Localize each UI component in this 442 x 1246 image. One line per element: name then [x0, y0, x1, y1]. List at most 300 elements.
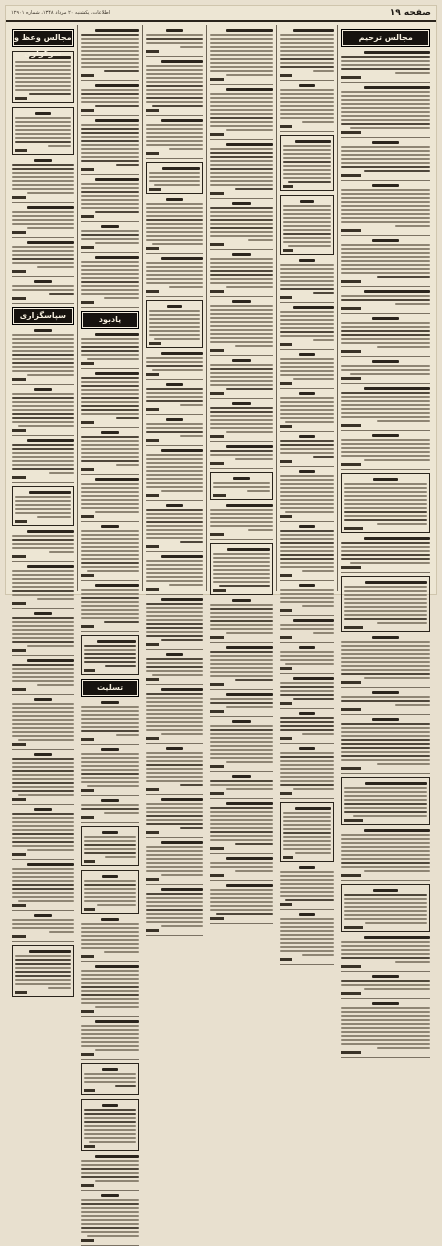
ad-text-placeholder — [146, 42, 203, 44]
ad-text-placeholder — [15, 504, 71, 506]
ad-text-placeholder — [12, 829, 74, 831]
ad-text-placeholder — [149, 180, 200, 182]
ad-text-placeholder — [81, 93, 140, 95]
ad-text-placeholder — [12, 215, 74, 217]
ad-text-placeholder — [210, 364, 273, 366]
ad-text-placeholder — [12, 833, 74, 835]
ad-text-placeholder — [12, 723, 74, 725]
ad-code-placeholder — [15, 991, 27, 994]
ad-heading-placeholder — [95, 256, 139, 259]
ad-text-placeholder — [12, 594, 74, 596]
ad-text-placeholder — [341, 854, 430, 856]
ad-text-placeholder — [280, 776, 335, 778]
classified-ad — [210, 402, 273, 442]
ad-text-placeholder — [293, 698, 334, 700]
ad-text-placeholder — [210, 70, 273, 72]
classified-ad — [146, 257, 203, 297]
ad-text-placeholder — [210, 702, 273, 704]
ad-text-placeholder — [146, 69, 203, 71]
ad-text-placeholder — [210, 152, 273, 154]
ad-text-placeholder — [280, 46, 335, 48]
ad-text-placeholder — [210, 901, 273, 903]
ad-text-placeholder — [280, 784, 335, 786]
ad-text-placeholder — [180, 784, 203, 786]
ad-text-placeholder — [210, 866, 273, 868]
ad-heading-placeholder — [34, 159, 53, 162]
ad-text-placeholder — [210, 780, 273, 782]
ad-text-placeholder — [12, 668, 74, 670]
ad-text-placeholder — [341, 244, 430, 246]
ad-heading-placeholder — [295, 140, 332, 143]
ad-text-placeholder — [341, 1039, 430, 1041]
classified-ad — [210, 720, 273, 772]
ad-text-placeholder — [15, 65, 71, 67]
ad-text-placeholder — [280, 624, 335, 626]
ad-text-placeholder — [210, 148, 273, 150]
ad-text-placeholder — [280, 725, 335, 727]
ad-text-placeholder — [146, 721, 203, 723]
ad-text-placeholder — [81, 589, 140, 591]
ad-text-placeholder — [344, 491, 427, 493]
ad-code-placeholder — [341, 566, 360, 569]
classified-ad — [280, 646, 335, 674]
ad-text-placeholder — [210, 105, 273, 107]
ad-text-placeholder — [344, 791, 427, 793]
ad-text-placeholder — [81, 354, 140, 356]
ad-heading-placeholder — [232, 300, 251, 303]
ad-text-placeholder — [12, 731, 74, 733]
ad-text-placeholder — [280, 562, 335, 564]
ad-text-placeholder — [341, 558, 430, 560]
ad-code-placeholder — [344, 819, 362, 822]
ad-text-placeholder — [84, 1073, 137, 1075]
ad-text-placeholder — [210, 749, 273, 751]
ad-heading-placeholder — [102, 1068, 118, 1071]
ad-text-placeholder — [81, 234, 140, 236]
ad-heading-placeholder — [226, 504, 273, 507]
ad-text-placeholder — [210, 329, 273, 331]
ad-text-placeholder — [81, 401, 140, 403]
ad-text-placeholder — [146, 780, 203, 782]
columns — [9, 25, 433, 692]
ad-code-placeholder — [341, 767, 360, 770]
ad-text-placeholder — [15, 512, 71, 514]
ad-text-placeholder — [302, 954, 335, 956]
ad-text-placeholder — [341, 326, 430, 328]
column-5-mid-ads — [81, 333, 140, 675]
ad-text-placeholder — [280, 413, 335, 415]
ad-text-placeholder — [210, 411, 273, 413]
ad-heading-placeholder — [365, 782, 427, 785]
ad-text-placeholder — [280, 922, 335, 924]
ad-heading-placeholder — [293, 306, 334, 309]
ad-text-placeholder — [280, 930, 335, 932]
ad-text-placeholder — [283, 820, 332, 822]
ad-text-placeholder — [280, 503, 335, 505]
ad-text-placeholder — [149, 310, 200, 312]
ad-text-placeholder — [81, 160, 140, 162]
ad-text-placeholder — [84, 884, 137, 886]
classified-ad — [341, 936, 430, 972]
classified-ad — [146, 300, 203, 348]
ad-text-placeholder — [146, 533, 203, 535]
ad-text-placeholder — [226, 286, 273, 288]
ad-text-placeholder — [84, 900, 137, 902]
ad-text-placeholder — [280, 659, 335, 661]
ad-text-placeholder — [341, 846, 430, 848]
classified-ad — [81, 701, 140, 745]
ad-text-placeholder — [116, 734, 139, 736]
ad-text-placeholder — [81, 714, 140, 716]
ad-text-placeholder — [146, 77, 203, 79]
classified-ad — [12, 439, 74, 483]
ad-heading-placeholder — [101, 525, 119, 528]
column-1 — [337, 25, 433, 591]
ad-heading-placeholder — [372, 434, 399, 437]
ad-text-placeholder — [87, 785, 140, 787]
classified-ad — [12, 329, 74, 385]
ad-text-placeholder — [97, 904, 137, 906]
ad-text-placeholder — [341, 330, 430, 332]
ad-text-placeholder — [210, 97, 273, 99]
ad-text-placeholder — [12, 219, 74, 221]
ad-text-placeholder — [81, 613, 140, 615]
ad-text-placeholder — [210, 616, 273, 618]
ad-text-placeholder — [12, 366, 74, 368]
ad-text-placeholder — [302, 605, 335, 607]
ad-text-placeholder — [213, 569, 270, 571]
ad-text-placeholder — [344, 590, 427, 592]
ad-text-placeholder — [280, 319, 335, 321]
ad-heading-placeholder — [364, 537, 430, 540]
ad-text-placeholder — [81, 269, 140, 271]
ad-text-placeholder — [12, 586, 74, 588]
ad-text-placeholder — [81, 261, 140, 263]
ad-code-placeholder — [341, 174, 360, 177]
newspaper-page — [5, 5, 437, 692]
classified-ad — [146, 352, 203, 380]
ad-text-placeholder — [210, 50, 273, 52]
ad-heading-placeholder — [299, 913, 315, 916]
ad-heading-placeholder — [373, 889, 398, 892]
classified-ad — [341, 576, 430, 632]
ad-text-placeholder — [81, 753, 140, 755]
ad-text-placeholder — [341, 369, 430, 371]
ad-text-placeholder — [313, 70, 335, 72]
ad-text-placeholder — [280, 409, 335, 411]
ad-text-placeholder — [81, 939, 140, 941]
ad-text-placeholder — [146, 627, 203, 629]
ad-text-placeholder — [146, 431, 203, 433]
ad-text-placeholder — [283, 225, 332, 227]
ad-text-placeholder — [12, 676, 74, 678]
ad-text-placeholder — [81, 982, 140, 984]
ad-text-placeholder — [344, 499, 427, 501]
classified-ad — [341, 884, 430, 932]
ad-code-placeholder — [81, 421, 94, 424]
ad-text-placeholder — [344, 594, 427, 596]
ad-text-placeholder — [280, 507, 335, 509]
ad-text-placeholder — [81, 978, 140, 980]
ad-text-placeholder — [12, 629, 74, 631]
ad-text-placeholder — [12, 837, 74, 839]
ad-text-placeholder — [12, 817, 74, 819]
ad-text-placeholder — [341, 1031, 430, 1033]
ad-text-placeholder — [180, 404, 203, 406]
ad-text-placeholder — [226, 706, 273, 708]
ad-text-placeholder — [280, 686, 335, 688]
ad-text-placeholder — [280, 479, 335, 481]
ad-text-placeholder — [210, 274, 273, 276]
ad-heading-placeholder — [34, 914, 53, 917]
ad-text-placeholder — [341, 953, 430, 955]
ad-text-placeholder — [210, 211, 273, 213]
ad-text-placeholder — [210, 38, 273, 40]
classified-ad — [210, 884, 273, 924]
ad-text-placeholder — [81, 765, 140, 767]
ad-heading-placeholder — [293, 619, 334, 622]
ad-heading-placeholder — [364, 387, 430, 390]
ad-heading-placeholder — [101, 1194, 119, 1197]
ad-text-placeholder — [280, 113, 335, 115]
ad-text-placeholder — [364, 988, 430, 990]
ad-text-placeholder — [341, 1023, 430, 1025]
classified-ad — [210, 29, 273, 85]
ad-text-placeholder — [283, 209, 332, 211]
ad-text-placeholder — [341, 260, 430, 262]
ad-heading-placeholder — [372, 975, 399, 978]
ad-text-placeholder — [341, 451, 430, 453]
ad-text-placeholder — [146, 392, 203, 394]
ad-code-placeholder — [146, 678, 158, 681]
ad-heading-placeholder — [34, 388, 53, 391]
classified-ad — [12, 280, 74, 304]
ad-heading-placeholder — [161, 888, 204, 891]
classified-ad — [146, 418, 203, 446]
ad-text-placeholder — [283, 221, 332, 223]
ad-code-placeholder — [146, 494, 158, 497]
ad-text-placeholder — [344, 811, 427, 813]
ad-text-placeholder — [12, 188, 74, 190]
ad-text-placeholder — [210, 419, 273, 421]
ad-text-placeholder — [81, 781, 140, 783]
ad-text-placeholder — [280, 655, 335, 657]
ad-text-placeholder — [81, 706, 140, 708]
ad-heading-placeholder — [35, 112, 52, 115]
ad-text-placeholder — [12, 672, 74, 674]
ad-text-placeholder — [341, 342, 430, 344]
ad-text-placeholder — [280, 93, 335, 95]
ad-text-placeholder — [81, 381, 140, 383]
ad-text-placeholder — [169, 148, 203, 150]
ad-text-placeholder — [37, 516, 70, 518]
ad-text-placeholder — [146, 427, 203, 429]
ad-text-placeholder — [81, 1045, 140, 1047]
ad-text-placeholder — [81, 1199, 140, 1201]
ad-heading-placeholder — [167, 305, 182, 308]
ad-heading-placeholder — [166, 198, 183, 201]
ad-code-placeholder — [146, 247, 158, 250]
ad-text-placeholder — [210, 897, 273, 899]
ad-text-placeholder — [341, 64, 430, 66]
ad-text-placeholder — [235, 458, 273, 460]
ad-text-placeholder — [341, 68, 430, 70]
ad-text-placeholder — [210, 258, 273, 260]
ad-text-placeholder — [84, 1109, 137, 1111]
ad-code-placeholder — [84, 908, 96, 911]
ad-text-placeholder — [210, 725, 273, 727]
ad-text-placeholder — [12, 707, 74, 709]
ad-text-placeholder — [341, 404, 430, 406]
ad-text-placeholder — [280, 335, 335, 337]
ad-text-placeholder — [146, 666, 203, 668]
classified-ad — [12, 863, 74, 911]
ad-text-placeholder — [280, 601, 335, 603]
ad-text-placeholder — [84, 1113, 137, 1115]
ad-text-placeholder — [15, 69, 71, 71]
ad-text-placeholder — [146, 266, 203, 268]
ad-text-placeholder — [146, 262, 203, 264]
classified-ad — [146, 888, 203, 936]
ad-text-placeholder — [341, 217, 430, 219]
ad-code-placeholder — [210, 349, 224, 352]
classified-ad — [210, 802, 273, 854]
ad-text-placeholder — [283, 205, 332, 207]
classified-ad — [146, 747, 203, 795]
ad-code-placeholder — [210, 792, 224, 795]
ad-text-placeholder — [81, 601, 140, 603]
ad-text-placeholder — [341, 1043, 430, 1045]
ad-text-placeholder — [341, 60, 430, 62]
ad-text-placeholder — [210, 450, 273, 452]
ad-text-placeholder — [280, 401, 335, 403]
ad-text-placeholder — [95, 1180, 139, 1182]
classified-ad — [81, 119, 140, 175]
ad-heading-placeholder — [226, 445, 273, 448]
ad-text-placeholder — [81, 289, 140, 291]
ad-text-placeholder — [12, 617, 74, 619]
ad-text-placeholder — [341, 739, 430, 741]
ad-text-placeholder — [248, 529, 273, 531]
ad-text-placeholder — [12, 845, 74, 847]
ad-text-placeholder — [341, 669, 430, 671]
ad-text-placeholder — [283, 828, 332, 830]
ad-text-placeholder — [146, 917, 203, 919]
ad-text-placeholder — [210, 384, 273, 386]
ad-text-placeholder — [146, 132, 203, 134]
ad-text-placeholder — [210, 309, 273, 311]
ad-text-placeholder — [283, 237, 332, 239]
ad-code-placeholder — [146, 152, 158, 155]
ad-text-placeholder — [210, 341, 273, 343]
ad-text-placeholder — [341, 747, 430, 749]
column-5 — [77, 25, 143, 692]
ad-text-placeholder — [341, 645, 430, 647]
ad-text-placeholder — [213, 565, 270, 567]
ad-text-placeholder — [210, 525, 273, 527]
ad-text-placeholder — [293, 378, 334, 380]
classified-ad — [341, 718, 430, 774]
classified-ad — [12, 159, 74, 203]
ad-text-placeholder — [84, 649, 137, 651]
classified-ad — [280, 84, 335, 132]
classified-ad — [81, 478, 140, 522]
ad-heading-placeholder — [226, 693, 273, 696]
ad-text-placeholder — [344, 487, 427, 489]
ad-text-placeholder — [81, 1029, 140, 1031]
ad-text-placeholder — [84, 880, 137, 882]
ad-text-placeholder — [283, 165, 332, 167]
ad-text-placeholder — [81, 970, 140, 972]
classified-ad — [81, 525, 140, 581]
ad-text-placeholder — [210, 376, 273, 378]
classified-ad — [81, 870, 140, 914]
ad-text-placeholder — [210, 337, 273, 339]
ad-text-placeholder — [146, 537, 203, 539]
ad-text-placeholder — [15, 137, 71, 139]
classified-ad — [210, 646, 273, 690]
ad-heading-placeholder — [95, 1020, 139, 1023]
ad-text-placeholder — [210, 117, 273, 119]
ad-text-placeholder — [280, 117, 335, 119]
ad-text-placeholder — [81, 448, 140, 450]
classified-ad — [210, 359, 273, 399]
ad-text-placeholder — [12, 285, 74, 287]
ad-text-placeholder — [341, 392, 430, 394]
ad-text-placeholder — [344, 618, 427, 620]
ad-text-placeholder — [341, 858, 430, 860]
ad-text-placeholder — [280, 768, 335, 770]
ad-text-placeholder — [213, 482, 270, 484]
ad-text-placeholder — [81, 722, 140, 724]
ad-text-placeholder — [81, 1223, 140, 1225]
ad-text-placeholder — [280, 327, 335, 329]
ad-text-placeholder — [12, 813, 74, 815]
ad-text-placeholder — [12, 735, 74, 737]
classified-ad — [81, 225, 140, 253]
ad-text-placeholder — [341, 252, 430, 254]
ad-text-placeholder — [12, 250, 74, 252]
ad-code-placeholder — [210, 874, 224, 877]
ad-text-placeholder — [84, 1137, 137, 1139]
ad-text-placeholder — [146, 521, 203, 523]
ad-text-placeholder — [81, 456, 140, 458]
ad-text-placeholder — [288, 181, 332, 183]
ad-text-placeholder — [341, 696, 430, 698]
ad-heading-placeholder — [233, 477, 250, 480]
ad-heading-placeholder — [299, 584, 315, 587]
ad-text-placeholder — [12, 766, 74, 768]
ad-heading-placeholder — [299, 435, 315, 438]
classified-ad — [210, 88, 273, 140]
ad-text-placeholder — [210, 513, 273, 515]
ad-text-placeholder — [280, 374, 335, 376]
ad-text-placeholder — [81, 34, 140, 36]
classified-ad — [12, 659, 74, 695]
ad-text-placeholder — [12, 574, 74, 576]
ad-text-placeholder — [18, 900, 74, 902]
ad-text-placeholder — [149, 322, 200, 324]
ad-text-placeholder — [81, 42, 140, 44]
ad-text-placeholder — [210, 757, 273, 759]
ad-text-placeholder — [280, 950, 335, 952]
ad-text-placeholder — [302, 570, 335, 572]
ad-code-placeholder — [210, 710, 224, 713]
ad-heading-placeholder — [372, 1002, 399, 1005]
ad-text-placeholder — [341, 197, 430, 199]
ad-text-placeholder — [226, 129, 273, 131]
classified-ad — [81, 965, 140, 1017]
